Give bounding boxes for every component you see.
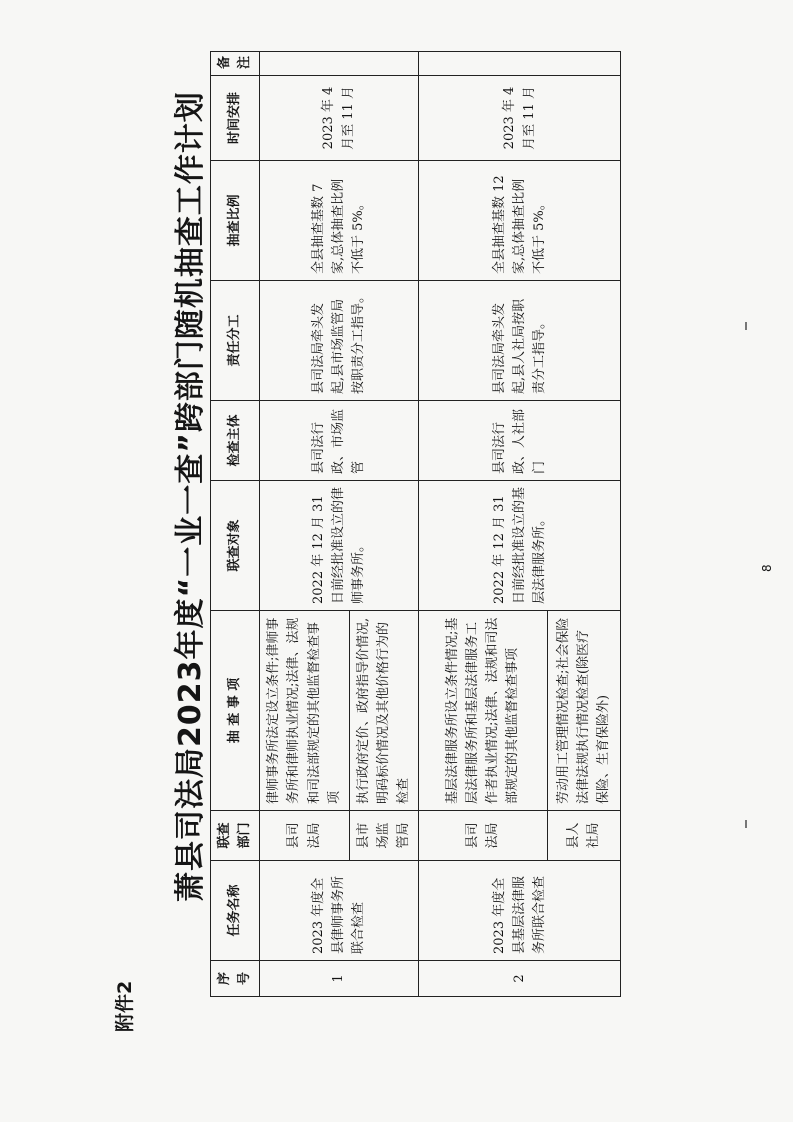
page-title: 萧县司法局2023年度“一业一查”跨部门随机抽查工作计划 <box>173 91 208 902</box>
header-subject: 检查主体 <box>211 401 260 481</box>
scan-mark <box>745 322 747 330</box>
cell-ratio: 全县抽查基数 12 家,总体抽查比例不低于 5%。 <box>419 161 621 281</box>
cell-dept: 县市场监管局 <box>349 811 418 861</box>
cell-target: 2022 年 12 月 31 日前经批准设立的律师事务所。 <box>260 481 419 611</box>
cell-target: 2022 年 12 月 31 日前经批准设立的基层法律服务所。 <box>419 481 621 611</box>
header-target: 联查对象 <box>211 481 260 611</box>
cell-subject: 县司法行政、市场监管 <box>260 401 419 481</box>
header-dept: 联查部门 <box>211 811 260 861</box>
header-note: 备注 <box>211 52 260 76</box>
cell-duty: 县司法局牵头发起,县人社局按职责分工指导。 <box>419 281 621 401</box>
inspection-plan-table <box>210 51 621 997</box>
cell-items: 律师事务所法定设立条件;律师事务所和律师执业情况;法律、法规和司法部规定的其他监督检查事项 <box>260 611 350 811</box>
cell-note <box>260 52 419 76</box>
header-task: 任务名称 <box>211 861 260 961</box>
cell-items: 劳动用工管理情况检查;社会保险法律法规执行情况检查(除医疗保险、生育保险外) <box>548 611 621 811</box>
cell-dept: 县人社局 <box>548 811 621 861</box>
header-seq: 序号 <box>211 961 260 997</box>
table-header-row <box>211 52 260 997</box>
scan-mark <box>745 820 747 828</box>
cell-note <box>419 52 621 76</box>
cell-duty: 县司法局牵头发起,县市场监管局按职责分工指导。 <box>260 281 419 401</box>
cell-task: 2023 年度全县律师事务所联合检查 <box>260 861 419 961</box>
cell-ratio: 全县抽查基数 7 家,总体抽查比例不低于 5%。 <box>260 161 419 281</box>
page-number: 8 <box>760 564 774 572</box>
cell-items: 执行政府定价、政府指导价情况,明码标价情况及其他价格行为的检查 <box>349 611 418 811</box>
header-items: 抽 查 事 项 <box>211 611 260 811</box>
cell-seq: 1 <box>260 961 419 997</box>
cell-time: 2023 年 4 月至 11 月 <box>260 76 419 161</box>
cell-time: 2023 年 4 月至 11 月 <box>419 76 621 161</box>
attachment-label: 附件2 <box>114 980 136 1032</box>
cell-subject: 县司法行政、人社部门 <box>419 401 621 481</box>
header-time: 时间安排 <box>211 76 260 161</box>
table-row <box>260 52 350 997</box>
cell-dept: 县司法局 <box>260 811 350 861</box>
header-ratio: 抽查比例 <box>211 161 260 281</box>
cell-dept: 县司法局 <box>419 811 548 861</box>
cell-items: 基层法律服务所设立条件情况;基层法律服务所和基层法律服务工作者执业情况;法律、法规和司法部规定的其他监督检查事项 <box>419 611 548 811</box>
header-duty: 责任分工 <box>211 281 260 401</box>
cell-seq: 2 <box>419 961 621 997</box>
cell-task: 2023 年度全县基层法律服务所联合检查 <box>419 861 621 961</box>
table-row <box>419 52 548 997</box>
